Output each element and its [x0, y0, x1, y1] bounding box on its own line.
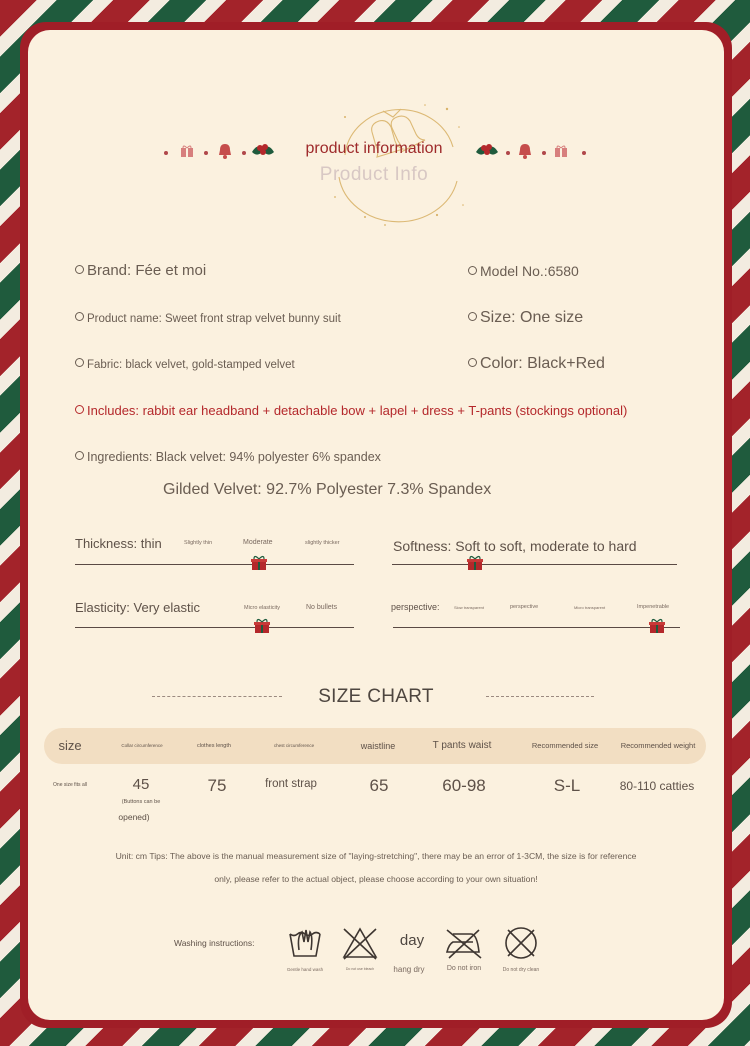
cell-rec-weight: 80-110 catties	[619, 779, 695, 793]
header-rec-weight: Recommended weight	[620, 741, 696, 750]
header-rec-size: Recommended size	[531, 741, 599, 750]
cell-tpants: 60-98	[442, 776, 486, 795]
thickness-tick: Moderate	[243, 539, 273, 546]
hand-wash-icon	[286, 922, 324, 960]
title-divider-right	[486, 696, 594, 697]
softness-marker-gift-icon	[466, 555, 484, 571]
info-model: Model No.:6580	[468, 263, 579, 279]
hand-wash-caption: Gentle hand wash	[286, 967, 324, 972]
perspective-tick: Impenetrable	[637, 604, 670, 610]
cell-collar: 45	[132, 776, 150, 793]
header-dot	[582, 151, 586, 155]
hang-dry-day-label: day	[399, 932, 425, 949]
header-size: size	[58, 738, 82, 753]
circle-bullet-icon	[75, 405, 84, 414]
header-subtitle: Product Info	[319, 164, 429, 185]
gift-icon	[554, 144, 568, 158]
perspective-scale-line	[393, 627, 680, 628]
info-size: Size: One size	[468, 309, 583, 327]
header-dot	[506, 151, 510, 155]
circle-bullet-icon	[468, 358, 477, 367]
bell-icon	[216, 142, 234, 160]
softness-scale-line	[392, 564, 677, 565]
do-not-dry-clean-caption: Do not dry clean	[502, 967, 540, 973]
cell-collar-note: (Buttons can be	[121, 799, 161, 805]
size-note-line-2: only, please refer to the actual object, please choose according to your own situation!	[214, 874, 538, 884]
perspective-tick: Micro transparent	[574, 605, 606, 610]
thickness-label: Thickness: thin	[75, 536, 162, 551]
circle-bullet-icon	[468, 266, 477, 275]
header-dot	[242, 151, 246, 155]
thickness-marker-gift-icon	[250, 555, 268, 571]
perspective-tick: Slow transparent	[454, 605, 485, 610]
header-tpants: T pants waist	[432, 740, 492, 751]
cell-size: One size fits all	[53, 782, 87, 788]
elasticity-scale-line	[75, 627, 354, 628]
info-color: Color: Black+Red	[468, 355, 605, 373]
circle-bullet-icon	[75, 312, 84, 321]
elasticity-marker-gift-icon	[253, 618, 271, 634]
elasticity-label: Elasticity: Very elastic	[75, 600, 200, 615]
bell-icon	[516, 142, 534, 160]
elasticity-tick: No bullets	[306, 604, 338, 611]
washing-label: Washing instructions:	[174, 938, 255, 948]
header-waist: waistline	[360, 741, 396, 751]
perspective-label: perspective:	[391, 602, 440, 612]
header-dot	[204, 151, 208, 155]
thickness-scale-line	[75, 564, 354, 565]
perspective-marker-gift-icon	[648, 618, 666, 634]
circle-bullet-icon	[75, 451, 84, 460]
gift-icon	[180, 144, 194, 158]
do-not-bleach-caption: Do not use bleach	[345, 967, 375, 971]
header-chest: chest circumference	[273, 743, 315, 748]
info-gilded-velvet: Gilded Velvet: 92.7% Polyester 7.3% Spandex	[163, 481, 492, 498]
elasticity-tick: Micro elasticity	[244, 605, 281, 611]
info-fabric: Fabric: black velvet, gold-stamped velvet	[75, 358, 295, 371]
do-not-iron-icon	[445, 924, 483, 962]
do-not-bleach-icon	[341, 925, 379, 963]
header-dot	[164, 151, 168, 155]
info-includes: Includes: rabbit ear headband + detachable bow + lapel + dress + T-pants (stockings optional)	[75, 403, 627, 418]
thickness-tick: Slightly thin	[184, 540, 213, 546]
cell-length: 75	[207, 776, 227, 795]
do-not-iron-caption: Do not iron	[446, 965, 482, 972]
info-product-name: Product name: Sweet front strap velvet bunny suit	[75, 312, 341, 325]
softness-label: Softness: Soft to soft, moderate to hard	[393, 538, 637, 554]
perspective-tick: perspective	[510, 604, 539, 610]
cell-collar-note: opened)	[118, 812, 150, 822]
cell-rec-size: S-L	[553, 776, 581, 795]
hang-dry-caption: hang dry	[393, 965, 425, 974]
size-chart-title: SIZE CHART	[318, 686, 434, 707]
info-ingredients: Ingredients: Black velvet: 94% polyester 6% spandex	[75, 450, 381, 464]
circle-bullet-icon	[468, 312, 477, 321]
cell-chest: front strap	[265, 778, 317, 790]
cell-waist: 65	[369, 776, 389, 795]
size-note-line-1: Unit: cm Tips: The above is the manual measurement size of "laying-stretching", there may be an error of 1-3CM, the size is for reference	[115, 851, 637, 861]
do-not-dry-clean-icon	[502, 924, 540, 962]
size-chart-header-row	[44, 728, 706, 764]
product-info-card	[28, 30, 724, 1020]
header-collar: Collar circumference	[121, 743, 163, 748]
header-dot	[542, 151, 546, 155]
info-brand: Brand: Fée et moi	[75, 262, 206, 279]
circle-bullet-icon	[75, 358, 84, 367]
header-title: product information	[305, 140, 443, 157]
circle-bullet-icon	[75, 265, 84, 274]
header-length: clothes length	[197, 743, 231, 749]
thickness-tick: slightly thicker	[305, 540, 340, 546]
